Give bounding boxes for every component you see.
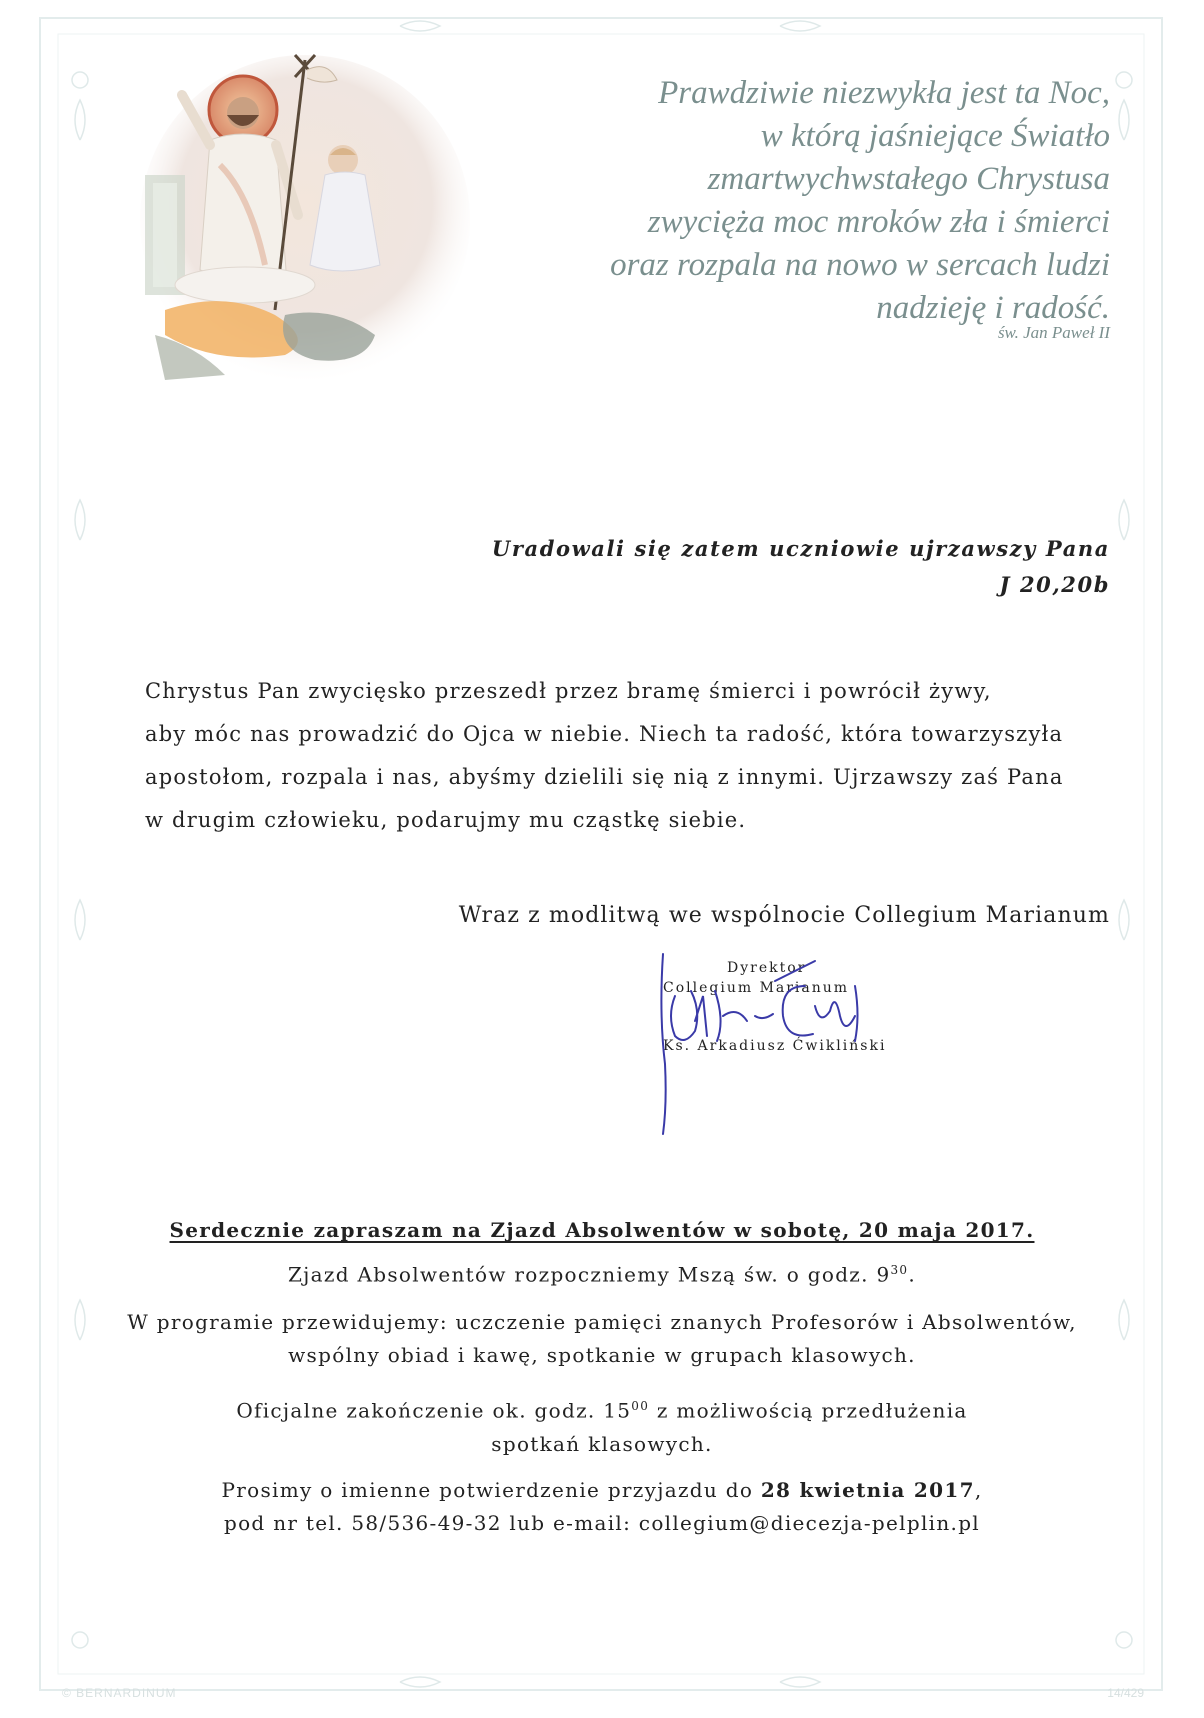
quote-line: zmartwychwstałego Chrystusa	[707, 161, 1110, 197]
confirmation-info	[0, 1474, 1204, 1540]
body-line: aby móc nas prowadzić do Ojca w niebie. Niech ta radość, która towarzyszyła	[145, 722, 1064, 746]
mass-text: Zjazd Absolwentów rozpoczniemy Mszą św. o godz. 9	[287, 1262, 891, 1287]
quote-line: nadzieję i radość.	[876, 290, 1110, 326]
invitation-heading-text: Serdecznie zapraszam na Zjazd Absolwentów w sobotę, 20 maja 2017.	[169, 1218, 1035, 1242]
resurrection-illustration	[135, 45, 470, 385]
program-info	[0, 1306, 1204, 1372]
invitation-heading	[0, 1218, 1204, 1242]
handwritten-signature	[655, 946, 915, 1146]
verse-reference: J 20,20b	[999, 572, 1110, 597]
publisher-mark: © BERNARDINUM	[62, 1686, 177, 1700]
quote-author: św. Jan Paweł II	[997, 323, 1110, 342]
end-line	[0, 1390, 1204, 1428]
mass-time-minutes: 30	[890, 1263, 909, 1277]
signature-block	[655, 946, 915, 1146]
end-info	[0, 1390, 1204, 1461]
end-text: Oficjalne zakończenie ok. godz. 15	[236, 1398, 632, 1423]
verse-text: Uradowali się zatem uczniowie ujrzawszy Pana	[491, 536, 1110, 561]
confirm-line	[0, 1474, 1204, 1507]
mass-info	[0, 1254, 1204, 1292]
print-number: 14/429	[1107, 1686, 1144, 1700]
end-text-rest: z możliwością przedłużenia	[649, 1398, 968, 1423]
signer-name: Ks. Arkadiusz Ćwikliński	[663, 1038, 887, 1054]
body-line: w drugim człowieku, podarujmy mu cząstkę siebie.	[145, 808, 747, 832]
quote-line: zwycięża moc mroków zła i śmierci	[647, 204, 1110, 240]
program-line: W programie przewidujemy: uczczenie pamięci znanych Profesorów i Absolwentów,	[127, 1310, 1077, 1334]
letter-body	[145, 670, 1110, 842]
signer-title: Dyrektor	[727, 960, 807, 976]
confirm-date: 28 kwietnia 2017	[760, 1478, 975, 1502]
opening-quote	[550, 72, 1110, 330]
body-line: apostołom, rozpala i nas, abyśmy dzielili się nią z innymi. Ujrzawszy zaś Pana	[145, 765, 1064, 789]
contact-line: pod nr tel. 58/536-49-32 lub e-mail: collegium@diecezja-pelplin.pl	[223, 1511, 980, 1535]
end-time-minutes: 00	[631, 1399, 650, 1413]
quote-line: Prawdziwie niezwykła jest ta Noc,	[658, 75, 1110, 111]
confirm-text: Prosimy o imienne potwierdzenie przyjazdu do	[221, 1478, 761, 1502]
body-line: Chrystus Pan zwycięsko przeszedł przez bramę śmierci i powrócił żywy,	[145, 679, 992, 703]
mass-line	[0, 1254, 1204, 1292]
mass-end: .	[908, 1262, 917, 1287]
closing-line: Wraz z modlitwą we wspólnocie Collegium Marianum	[458, 903, 1110, 928]
end-line-2: spotkań klasowych.	[491, 1431, 713, 1456]
bible-verse	[492, 531, 1110, 603]
signer-institution: Collegium Marianum	[663, 980, 850, 996]
program-line: wspólny obiad i kawę, spotkanie w grupach klasowych.	[288, 1343, 916, 1367]
quote-line: w którą jaśniejące Światło	[760, 118, 1110, 154]
quote-line: oraz rozpala na nowo w sercach ludzi	[610, 247, 1110, 283]
confirm-comma: ,	[974, 1478, 983, 1502]
